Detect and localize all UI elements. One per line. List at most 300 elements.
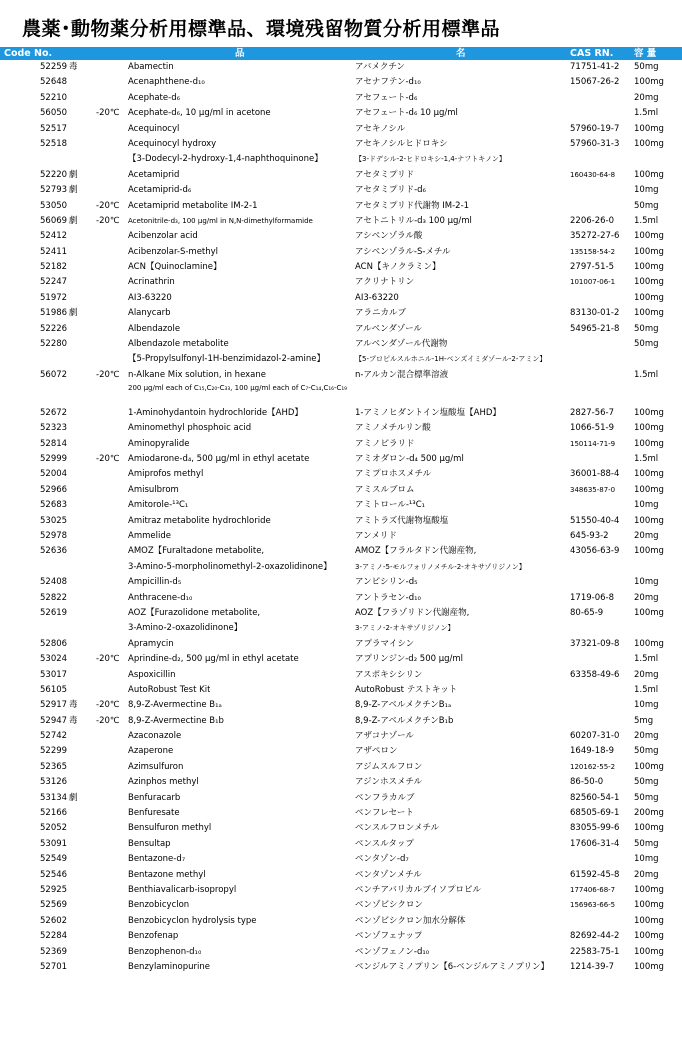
english-name: Acibenzolar acid	[128, 231, 198, 242]
table-row	[0, 929, 682, 944]
storage-temp: -20℃	[96, 200, 120, 211]
cas-number: 43056-63-9	[570, 546, 620, 557]
cas-number: 135158-54-2	[570, 247, 616, 256]
cas-number: 68505-69-1	[570, 808, 620, 819]
package-amount: 100mg	[634, 246, 664, 257]
table-row	[0, 821, 682, 836]
english-name: Aminopyralide	[128, 438, 190, 449]
table-row	[0, 322, 682, 337]
table-row	[0, 199, 682, 214]
english-name: AMOZ【Furaltadone metabolite, 3-Amino-5-morpholinomethyl-2-oxazolidinone】	[128, 544, 332, 575]
package-amount: 100mg	[634, 546, 664, 557]
table-row	[0, 91, 682, 106]
code-number: 52947	[40, 715, 68, 726]
japanese-name: アセキノシルヒドロキシ 【3-ドデシル-2-ヒドロキシ-1,4-ナフトキノン】	[355, 137, 506, 168]
header-amount: 容 量	[634, 48, 657, 59]
code-number: 52369	[40, 946, 68, 957]
japanese-name-line2: 3-アミノ-2-オキサゾリジノン】	[355, 624, 455, 633]
storage-temp: -20℃	[96, 108, 120, 119]
code-number: 52518	[40, 138, 68, 149]
table-row	[0, 591, 682, 606]
table-row	[0, 467, 682, 482]
english-name: Acequinocyl hydroxy 【3-Dodecyl-2-hydroxy-1,4-naphthoquinone】	[128, 137, 323, 168]
table-row	[0, 452, 682, 467]
japanese-name: 8,9-Z-アベルメクチンB₁b	[355, 715, 454, 726]
code-number: 52978	[40, 530, 68, 541]
storage-temp: -20℃	[96, 215, 120, 226]
code-number: 52648	[40, 77, 68, 88]
japanese-name: アミトロール-¹³C₁	[355, 500, 426, 511]
code-number: 52412	[40, 231, 68, 242]
code-number: 52672	[40, 407, 68, 418]
package-amount: 1.5ml	[634, 369, 659, 380]
code-number: 52546	[40, 869, 68, 880]
english-name-line2: 【3-Dodecyl-2-hydroxy-1,4-naphthoquinone】	[128, 154, 323, 165]
table-row	[0, 337, 682, 368]
english-name: Amitorole-¹³C₁	[128, 500, 189, 511]
cas-number: 37321-09-8	[570, 638, 620, 649]
cas-number: 1719-06-8	[570, 592, 614, 603]
table-row	[0, 406, 682, 421]
table-row	[0, 760, 682, 775]
table-row	[0, 75, 682, 90]
cas-number: 160430-64-8	[570, 170, 616, 179]
code-number: 52517	[40, 123, 68, 134]
english-name: 8,9-Z-Avermectine B₁ₐ	[128, 700, 222, 711]
package-amount: 100mg	[634, 308, 664, 319]
code-number: 52220	[40, 169, 68, 180]
japanese-name: アスポキシシリン	[355, 669, 423, 680]
english-name-line2: 3-Amino-2-oxazolidinone】	[128, 623, 243, 634]
english-name: Benzophenon-d₁₀	[128, 946, 202, 957]
code-number: 52742	[40, 731, 68, 742]
cas-number: 15067-26-2	[570, 77, 620, 88]
code-number: 53050	[40, 200, 68, 211]
package-amount: 20mg	[634, 669, 659, 680]
english-name: Amitraz metabolite hydrochloride	[128, 515, 271, 526]
japanese-name: アザペロン	[355, 746, 398, 757]
table-row	[0, 698, 682, 713]
english-name: Benfuracarb	[128, 792, 181, 803]
japanese-name: ACN【キノクラミン】	[355, 262, 441, 273]
table-row	[0, 483, 682, 498]
japanese-name-line2: 【5-プロピルスルホニル-1H-ベンズイミダゾール-2-アミン】	[355, 355, 547, 364]
package-amount: 1.5ml	[634, 108, 659, 119]
japanese-name: アミノメチルリン酸	[355, 423, 431, 434]
table-row	[0, 214, 682, 229]
table-row	[0, 291, 682, 306]
table-row	[0, 306, 682, 321]
page-title: 農薬･動物薬分析用標準品、環境残留物質分析用標準品	[22, 18, 501, 40]
package-amount: 100mg	[634, 438, 664, 449]
table-row	[0, 498, 682, 513]
table-row	[0, 883, 682, 898]
code-number: 52365	[40, 761, 68, 772]
cas-number: 83055-99-6	[570, 823, 620, 834]
cas-number: 82560-54-1	[570, 792, 620, 803]
code-number: 52284	[40, 931, 68, 942]
package-amount: 100mg	[634, 607, 664, 618]
code-number: 52925	[40, 884, 68, 895]
package-amount: 100mg	[634, 946, 664, 957]
japanese-name: アラニカルブ	[355, 308, 407, 319]
code-number: 52602	[40, 915, 68, 926]
package-amount: 100mg	[634, 123, 664, 134]
package-amount: 1.5ml	[634, 215, 659, 226]
table-row	[0, 437, 682, 452]
japanese-name: アンピシリン-d₅	[355, 577, 418, 588]
english-name: Acetamiprid-d₆	[128, 185, 192, 196]
japanese-name: ベンタゾン-d₇	[355, 854, 409, 865]
cas-number: 83130-01-2	[570, 308, 620, 319]
english-name: Bensultap	[128, 838, 171, 849]
english-name: Acrinathrin	[128, 277, 175, 288]
regulation-mark: 劇	[69, 169, 78, 180]
code-number: 56069	[40, 215, 68, 226]
code-number: 53024	[40, 654, 68, 665]
cas-number: 86-50-0	[570, 777, 604, 788]
table-row	[0, 652, 682, 667]
code-number: 52411	[40, 246, 68, 257]
table-row	[0, 714, 682, 729]
cas-number: 51550-40-4	[570, 515, 620, 526]
package-amount: 100mg	[634, 169, 664, 180]
japanese-name: アセタミプリド代謝物 IM-2-1	[355, 200, 470, 211]
japanese-name: ベンチアバリカルブイソプロピル	[355, 884, 481, 895]
japanese-name: ベンゾビシクロン	[355, 900, 423, 911]
japanese-name: AI3-63220	[355, 292, 399, 303]
package-amount: 100mg	[634, 638, 664, 649]
table-row	[0, 106, 682, 121]
package-amount: 10mg	[634, 577, 659, 588]
storage-temp: -20℃	[96, 715, 120, 726]
english-name: Acetonitrile-d₃, 100 μg/ml in N,N-dimethylformamide	[128, 216, 313, 225]
cas-number: 2797-51-5	[570, 262, 614, 273]
english-name: Apramycin	[128, 638, 174, 649]
regulation-mark: 劇	[69, 185, 78, 196]
table-row	[0, 775, 682, 790]
english-name: Albendazole	[128, 323, 181, 334]
regulation-mark: 劇	[69, 215, 78, 226]
japanese-name: AOZ【フラゾリドン代謝産物, 3-アミノ-2-オキサゾリジノン】	[355, 606, 469, 637]
package-amount: 100mg	[634, 407, 664, 418]
english-name: Amiodarone-d₄, 500 μg/ml in ethyl acetate	[128, 454, 310, 465]
table-row	[0, 744, 682, 759]
english-name: AOZ【Furazolidone metabolite, 3-Amino-2-oxazolidinone】	[128, 606, 260, 637]
code-number: 52701	[40, 961, 68, 972]
package-amount: 50mg	[634, 200, 659, 211]
cas-number: 61592-45-8	[570, 869, 620, 880]
cas-number: 36001-88-4	[570, 469, 620, 480]
japanese-name: アセトニトリル-d₃ 100 μg/ml	[355, 215, 472, 226]
regulation-mark: 毒	[69, 62, 78, 72]
cas-number: 348635-87-0	[570, 485, 616, 494]
table-row	[0, 898, 682, 913]
japanese-name: アミオダロン-d₄ 500 μg/ml	[355, 454, 464, 465]
storage-temp: -20℃	[96, 369, 120, 380]
package-amount: 50mg	[634, 323, 659, 334]
english-name: Benzylaminopurine	[128, 961, 210, 972]
package-amount: 100mg	[634, 231, 664, 242]
package-amount: 50mg	[634, 62, 659, 72]
package-amount: 10mg	[634, 500, 659, 511]
cas-number: 1066-51-9	[570, 423, 614, 434]
english-name: Benfuresate	[128, 808, 180, 819]
japanese-name: アクリナトリン	[355, 277, 415, 288]
japanese-name: アセフェート-d₆	[355, 92, 418, 103]
english-name: Acenaphthene-d₁₀	[128, 77, 205, 88]
code-number: 52806	[40, 638, 68, 649]
code-number: 51986	[40, 308, 68, 319]
cas-number: 150114-71-9	[570, 439, 616, 448]
japanese-name: ベンスルフロンメチル	[355, 823, 440, 834]
japanese-name: ベンゾフェノン-d₁₀	[355, 946, 430, 957]
japanese-name: ベンジルアミノプリン【6-ベンジルアミノプリン】	[355, 961, 549, 972]
header-name-right: 名	[456, 48, 466, 59]
table-row	[0, 122, 682, 137]
header-name-left: 品	[235, 48, 245, 59]
japanese-name: アルベンダゾール	[355, 323, 422, 334]
table-row	[0, 668, 682, 683]
english-name: Anthracene-d₁₀	[128, 592, 193, 603]
table-row	[0, 960, 682, 975]
package-amount: 100mg	[634, 138, 664, 149]
code-number: 52182	[40, 262, 68, 273]
table-row	[0, 945, 682, 960]
table-row	[0, 137, 682, 168]
japanese-name: アザコナゾール	[355, 731, 414, 742]
japanese-name: ベンフレセート	[355, 808, 414, 819]
japanese-name: アミプロホスメチル	[355, 469, 432, 480]
package-amount: 100mg	[634, 292, 664, 303]
cas-number: 80-65-9	[570, 607, 604, 618]
code-number: 52166	[40, 808, 68, 819]
english-name: 1-Aminohydantoin hydrochloride【AHD】	[128, 407, 303, 418]
english-name: Amiprofos methyl	[128, 469, 204, 480]
english-name-line2: 【5-Propylsulfonyl-1H-benzimidazol-2-amine】	[128, 354, 325, 365]
package-amount: 1.5ml	[634, 454, 659, 465]
japanese-name: アシベンゾラル-S-メチル	[355, 246, 451, 257]
english-name: Acibenzolar-S-methyl	[128, 246, 219, 257]
package-amount: 200mg	[634, 808, 664, 819]
storage-temp: -20℃	[96, 700, 120, 711]
japanese-name: 1-アミノヒダントイン塩酸塩【AHD】	[355, 407, 501, 418]
code-number: 52822	[40, 592, 68, 603]
table-row	[0, 529, 682, 544]
code-number: 56072	[40, 369, 68, 380]
package-amount: 100mg	[634, 423, 664, 434]
cas-number: 57960-19-7	[570, 123, 620, 134]
english-name: Azaperone	[128, 746, 174, 757]
header-code: Code No.	[4, 48, 53, 59]
code-number: 53134	[40, 792, 68, 803]
code-number: 53025	[40, 515, 68, 526]
table-row	[0, 914, 682, 929]
regulation-mark: 毒	[69, 715, 78, 726]
english-name: Ammelide	[128, 530, 171, 541]
code-number: 52683	[40, 500, 68, 511]
code-number: 52210	[40, 92, 68, 103]
japanese-name: アジンホスメチル	[355, 777, 423, 788]
package-amount: 20mg	[634, 92, 659, 103]
japanese-name: AMOZ【フラルタドン代謝産物, 3-アミノ-5-モルフォリノメチル-2-オキサゾリジノン】	[355, 544, 526, 575]
package-amount: 100mg	[634, 823, 664, 834]
package-amount: 100mg	[634, 484, 664, 495]
package-amount: 20mg	[634, 869, 659, 880]
english-name: Amisulbrom	[128, 484, 179, 495]
code-number: 52569	[40, 900, 68, 911]
japanese-name: アバメクチン	[355, 62, 405, 72]
cas-number: 1649-18-9	[570, 746, 614, 757]
package-amount: 100mg	[634, 884, 664, 895]
japanese-name: アンメリド	[355, 530, 397, 541]
japanese-name: アントラセン-d₁₀	[355, 592, 421, 603]
code-number: 52917	[40, 700, 68, 711]
package-amount: 10mg	[634, 700, 659, 711]
code-number: 52814	[40, 438, 68, 449]
english-name: Bensulfuron methyl	[128, 823, 212, 834]
package-amount: 1.5ml	[634, 684, 659, 695]
cas-number: 82692-44-2	[570, 931, 620, 942]
english-name: Albendazole metabolite 【5-Propylsulfonyl-1H-benzimidazol-2-amine】	[128, 337, 325, 368]
table-row	[0, 606, 682, 637]
english-name: Acephate-d₆	[128, 92, 180, 103]
english-name: Acequinocyl	[128, 123, 180, 134]
cas-number: 1214-39-7	[570, 961, 614, 972]
code-number: 52793	[40, 185, 68, 196]
cas-number: 63358-49-6	[570, 669, 620, 680]
code-number: 52299	[40, 746, 68, 757]
table-row	[0, 260, 682, 275]
code-number: 56050	[40, 108, 68, 119]
package-amount: 100mg	[634, 469, 664, 480]
cas-number: 120162-55-2	[570, 762, 616, 771]
japanese-name: ベンゾフェナップ	[355, 931, 423, 942]
english-name: Ampicillin-d₅	[128, 577, 182, 588]
cas-number: 2827-56-7	[570, 407, 614, 418]
japanese-name: AutoRobust テストキット	[355, 684, 458, 695]
japanese-name: アセタミプリド-d₆	[355, 185, 426, 196]
cas-number: 156963-66-5	[570, 901, 616, 910]
japanese-name: アセタミプリド	[355, 169, 415, 180]
table-row	[0, 229, 682, 244]
english-name: Alanycarb	[128, 308, 171, 319]
japanese-name: ベンタゾンメチル	[355, 869, 422, 880]
english-name-line2: 3-Amino-5-morpholinomethyl-2-oxazolidinone】	[128, 561, 332, 572]
table-row	[0, 868, 682, 883]
table-row	[0, 683, 682, 698]
table-row	[0, 275, 682, 290]
japanese-name: 8,9-Z-アベルメクチンB₁ₐ	[355, 700, 452, 711]
japanese-name: アセフェート-d₆ 10 μg/ml	[355, 108, 458, 119]
table-row	[0, 245, 682, 260]
package-amount: 10mg	[634, 854, 659, 865]
table-row	[0, 60, 682, 75]
code-number: 51972	[40, 292, 68, 303]
english-name: Aspoxicillin	[128, 669, 176, 680]
english-name: Azaconazole	[128, 731, 182, 742]
code-number: 52004	[40, 469, 68, 480]
table-row	[0, 544, 682, 575]
package-amount: 100mg	[634, 262, 664, 273]
english-name: Acetamiprid	[128, 169, 180, 180]
code-number: 52408	[40, 577, 68, 588]
table-row	[0, 514, 682, 529]
english-name: Acephate-d₆, 10 μg/ml in acetone	[128, 108, 271, 119]
header-cas: CAS RN.	[570, 48, 614, 59]
japanese-name: n-アルカン混合標準溶液	[355, 369, 449, 380]
cas-number: 57960-31-3	[570, 138, 620, 149]
english-name: Bentazone methyl	[128, 869, 206, 880]
japanese-name: アミノピラリド	[355, 438, 415, 449]
package-amount: 20mg	[634, 530, 659, 541]
japanese-name: ベンゾビシクロン加水分解体	[355, 915, 466, 926]
english-name: AI3-63220	[128, 292, 172, 303]
package-amount: 100mg	[634, 931, 664, 942]
package-amount: 20mg	[634, 731, 659, 742]
table-row	[0, 368, 682, 406]
code-number: 53126	[40, 777, 68, 788]
english-name: Benthiavalicarb-isopropyl	[128, 884, 237, 895]
english-name: Benzobicyclon	[128, 900, 190, 911]
code-number: 52636	[40, 546, 68, 557]
cas-number: 54965-21-8	[570, 323, 620, 334]
japanese-name-line2: 3-アミノ-5-モルフォリノメチル-2-オキサゾリジノン】	[355, 562, 526, 571]
cas-number: 2206-26-0	[570, 215, 614, 226]
table-row	[0, 852, 682, 867]
japanese-name: アジムスルフロン	[355, 761, 423, 772]
code-number: 52247	[40, 277, 68, 288]
package-amount: 50mg	[634, 746, 659, 757]
english-name: 8,9-Z-Avermectine B₁b	[128, 715, 224, 726]
cas-number: 177406-68-7	[570, 885, 616, 894]
code-number: 52999	[40, 454, 68, 465]
japanese-name: アセナフテン-d₁₀	[355, 77, 421, 88]
code-number: 56105	[40, 684, 68, 695]
regulation-mark: 毒	[69, 700, 78, 711]
table-row	[0, 637, 682, 652]
japanese-name: ベンスルタップ	[355, 838, 414, 849]
english-name: Aminomethyl phosphoic acid	[128, 423, 252, 434]
package-amount: 100mg	[634, 900, 664, 911]
english-name: Abamectin	[128, 62, 174, 72]
table-row	[0, 168, 682, 183]
package-amount: 50mg	[634, 792, 659, 803]
cas-number: 101007-06-1	[570, 278, 616, 287]
cas-number: 60207-31-0	[570, 731, 620, 742]
table-row	[0, 729, 682, 744]
english-name: Benzofenap	[128, 931, 179, 942]
package-amount: 100mg	[634, 77, 664, 88]
english-name: Benzobicyclon hydrolysis type	[128, 915, 257, 926]
package-amount: 1.5ml	[634, 654, 659, 665]
japanese-name: アプラマイシン	[355, 638, 415, 649]
code-number: 52280	[40, 339, 68, 350]
code-number: 52619	[40, 607, 68, 618]
japanese-name: アシベンゾラル酸	[355, 231, 423, 242]
package-amount: 50mg	[634, 339, 659, 350]
cas-number: 35272-27-6	[570, 231, 620, 242]
cas-number: 71751-41-2	[570, 62, 620, 72]
storage-temp: -20℃	[96, 654, 120, 665]
japanese-name: アミトラズ代謝物塩酸塩	[355, 515, 449, 526]
english-name: AutoRobust Test Kit	[128, 684, 211, 695]
japanese-name-line2: 【3-ドデシル-2-ヒドロキシ-1,4-ナフトキノン】	[355, 155, 506, 164]
table-row	[0, 791, 682, 806]
english-name: Azimsulfuron	[128, 761, 184, 772]
japanese-name: アルベンダゾール代謝物 【5-プロピルスルホニル-1H-ベンズイミダゾール-2-アミン】	[355, 337, 546, 368]
code-number: 52052	[40, 823, 68, 834]
